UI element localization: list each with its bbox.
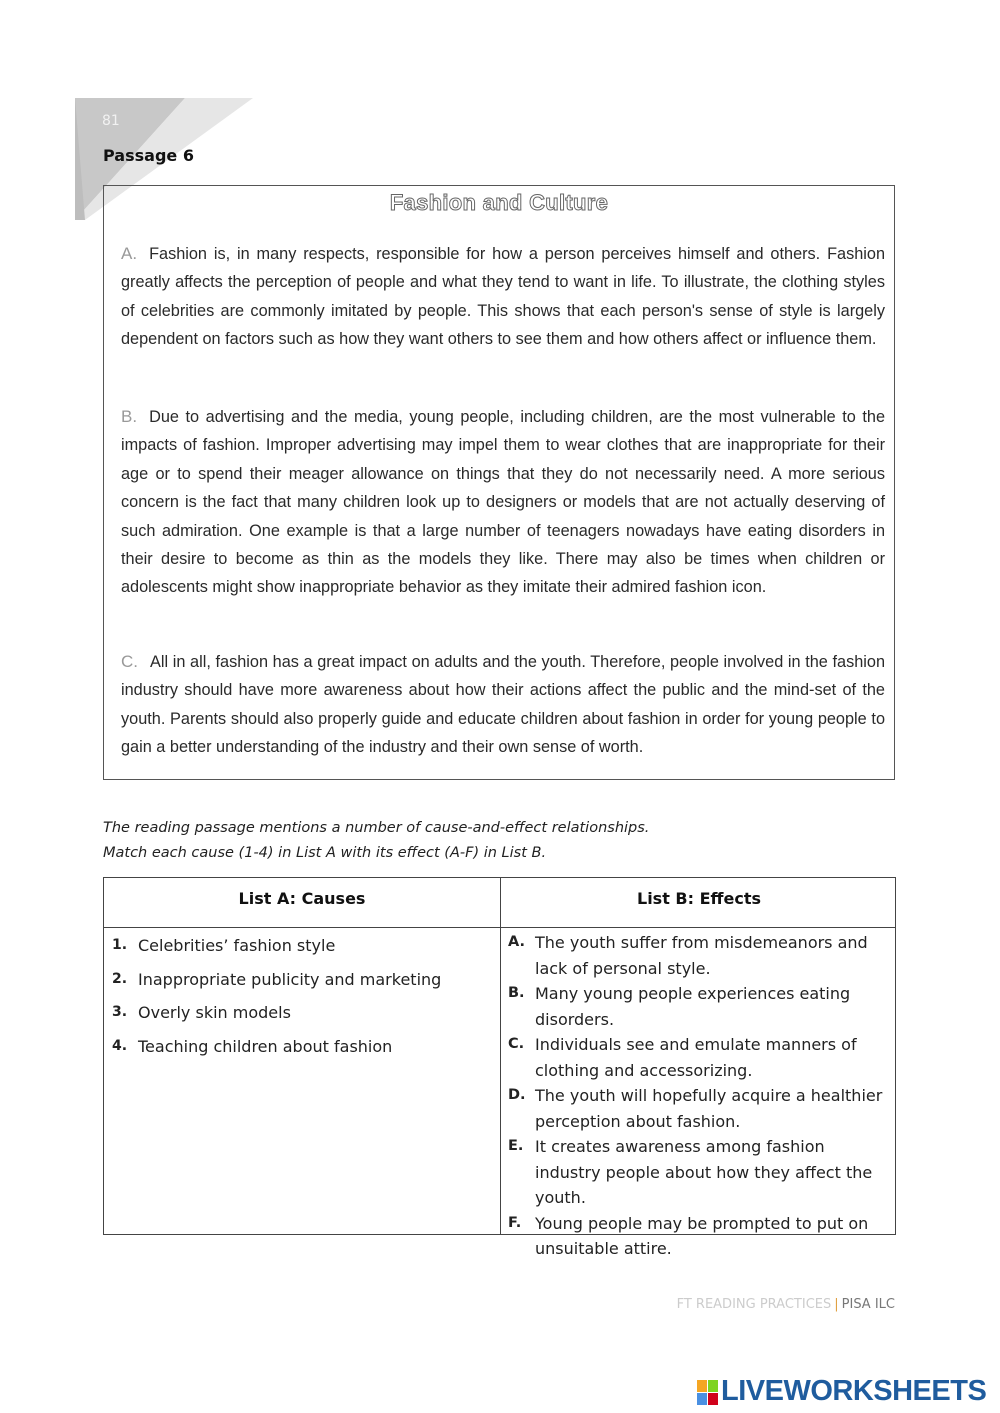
- liveworksheets-wordmark: LIVEWORKSHEETS: [721, 1375, 987, 1407]
- cause-item: [112, 970, 441, 1004]
- matching-instructions: [103, 816, 649, 866]
- column-divider: [500, 878, 501, 1234]
- paragraph-letter: A.: [121, 244, 138, 263]
- effect-letter: B.: [508, 985, 525, 1001]
- effect-letter: C.: [508, 1036, 525, 1052]
- paragraph-text: All in all, fashion has a great impact on adults and the youth. Therefore, people involved in the fashion industry should have more awareness about how their actions affect the public and the mind-set of the youth. Parents should also properly guide and educate children about fashion in order for young people to gain a better understanding of the industry and their own sense of worth.: [121, 653, 885, 757]
- footer-series: FT READING PRACTICES: [676, 1297, 832, 1312]
- effect-list: [508, 930, 893, 1262]
- liveworksheets-icon: [697, 1380, 719, 1406]
- cause-text: Celebrities’ fashion style: [138, 936, 336, 955]
- matching-table: [103, 877, 896, 1258]
- instruction-line: The reading passage mentions a number of cause-and-effect relationships.: [103, 820, 650, 836]
- passage-title: Fashion and Culture: [389, 190, 609, 215]
- effect-text: Many young people experiences eating disorders.: [535, 984, 851, 1029]
- cause-item: [112, 1003, 441, 1037]
- cause-text: Teaching children about fashion: [138, 1036, 393, 1056]
- cause-number: 3.: [112, 1004, 128, 1020]
- effect-letter: A.: [508, 934, 525, 950]
- list-b-header: List B: Effects: [637, 889, 761, 908]
- page-number: 81: [102, 113, 120, 129]
- cause-number: 1.: [112, 937, 128, 953]
- instruction-line: Match each cause (1-4) in List A with its effect (A-F) in List B.: [103, 845, 547, 861]
- cause-item: [112, 936, 441, 970]
- effect-text: It creates awareness among fashion industry people about how they affect the youth.: [535, 1137, 873, 1207]
- header-divider: [104, 927, 895, 928]
- cause-text: Overly skin models: [138, 1003, 291, 1022]
- page-footer: [677, 1297, 895, 1312]
- cause-item: [112, 1037, 441, 1071]
- effect-letter: F.: [508, 1214, 522, 1231]
- paragraph-text: Fashion is, in many respects, responsible for how a person perceives himself and others. Fashion greatly affects the perception of people and what they tend to want in life. To illustrate, the clothing styles of celebrities are commonly imitated by people. This shows that each person's sense of style is largely dependent on factors such as how they want others to see them and how others affect or influence them.: [121, 245, 885, 349]
- effect-item: [508, 1032, 893, 1083]
- cause-number: 4.: [112, 1037, 128, 1054]
- paragraph-b: [121, 403, 885, 602]
- effect-item: [508, 1083, 893, 1134]
- reading-passage-box: [103, 185, 895, 780]
- paragraph-c: [121, 648, 885, 762]
- cause-list: [112, 936, 441, 1070]
- effect-item: [508, 1211, 893, 1262]
- cause-number: 2.: [112, 970, 128, 987]
- paragraph-letter: C.: [121, 652, 138, 671]
- effect-text: The youth will hopefully acquire a healthier perception about fashion.: [535, 1086, 883, 1131]
- effect-text: The youth suffer from misdemeanors and lack of personal style.: [535, 933, 868, 978]
- effect-item: [508, 930, 893, 981]
- footer-org: PISA ILC: [841, 1297, 895, 1312]
- liveworksheets-logo[interactable]: [697, 1375, 997, 1411]
- paragraph-letter: B.: [121, 407, 138, 426]
- cause-text: Inappropriate publicity and marketing: [138, 969, 442, 989]
- footer-separator: |: [834, 1297, 839, 1312]
- effect-text: Individuals see and emulate manners of clothing and accessorizing.: [535, 1035, 857, 1080]
- effect-letter: E.: [508, 1138, 524, 1154]
- effect-letter: D.: [508, 1087, 526, 1103]
- paragraph-a: [121, 240, 885, 354]
- list-a-header: List A: Causes: [238, 889, 366, 908]
- effect-item: [508, 981, 893, 1032]
- passage-label: Passage 6: [103, 146, 194, 165]
- paragraph-text: Due to advertising and the media, young people, including children, are the most vulnerable to the impacts of fashion. Improper advertising may impel them to wear clothes that are inappropriate for their age or to spend their meager allowance on things that they do not necessarily need. A more serious concern is the fact that many children look up to designers or models that are not actually deserving of such admiration. One example is that a large number of teenagers nowadays have eating disorders in their desire to become as thin as the models they like. There may also be times when children or adolescents might show inappropriate behavior as they imitate their admired fashion icon.: [121, 408, 885, 597]
- effect-item: [508, 1134, 893, 1211]
- effect-text: Young people may be prompted to put on unsuitable attire.: [535, 1213, 869, 1258]
